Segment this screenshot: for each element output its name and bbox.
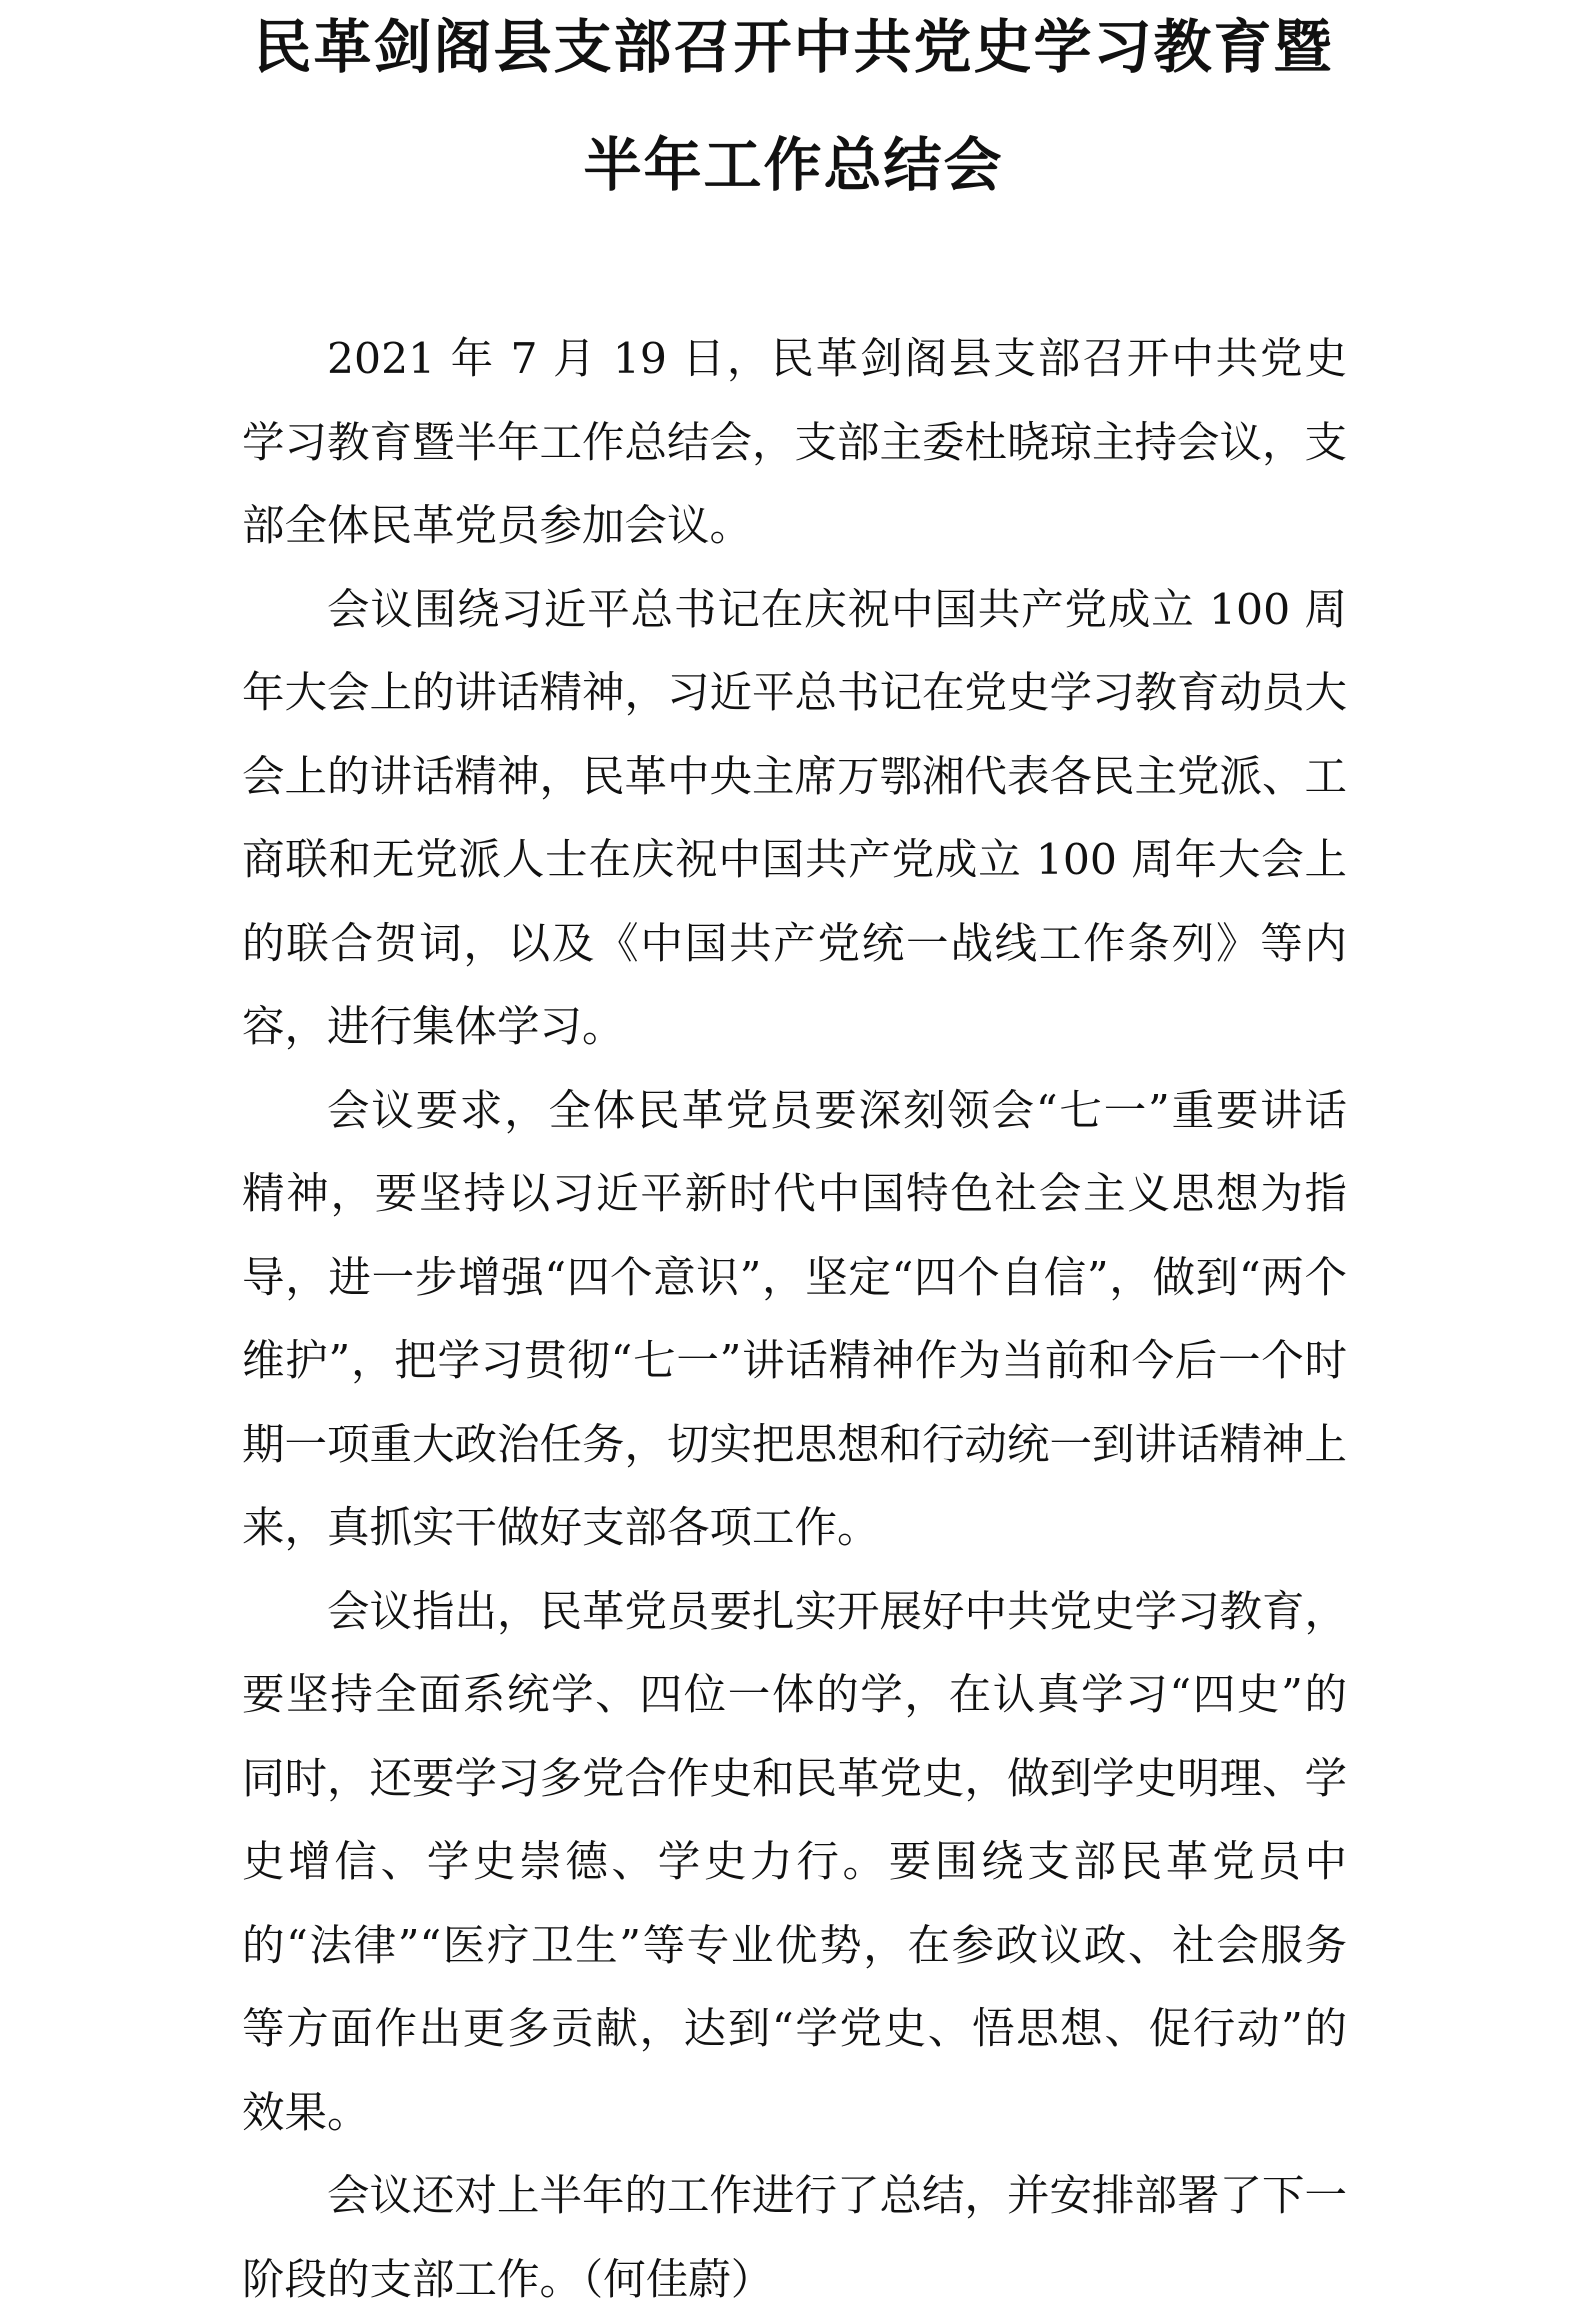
document-title-line-2: 半年工作总结会 [583, 131, 1004, 199]
document-title-line-1: 民革剑阁县支部召开中共党史学习教育暨 [253, 13, 1334, 81]
paragraph-summary-author: 会议还对上半年的工作进行了总结，并安排部署了下一阶段的支部工作。（何佳蔚） [242, 2172, 1348, 2305]
document-body [242, 318, 1347, 2322]
paragraph-meeting-requirements: 会议要求，全体民革党员要深刻领会“七一”重要讲话精神，要坚持以习近平新时代中国特色社会主义思想为指导，进一步增强“四个意识”，坚定“四个自信”，做到“两个维护”，把学习贯彻“七一”讲话精神作为当前和今后一个时期一项重大政治任务，切实把思想和行动统一到讲话精神上来，真抓实干做好支部各项工作。 [242, 1086, 1348, 1553]
paragraph-meeting-intro: 2021 年 7 月 19 日，民革剑阁县支部召开中共党史学习教育暨半年工作总结会，支部主委杜晓琼主持会议，支部全体民革党员参加会议。 [242, 335, 1348, 551]
paragraph-study-content: 会议围绕习近平总书记在庆祝中国共产党成立 100 周年大会上的讲话精神，习近平总书记在党史学习教育动员大会上的讲话精神，民革中央主席万鄂湘代表各民主党派、工商联和无党派人士在庆祝中国共产党成立 100 周年大会上的联合贺词，以及《中国共产党统一战线工作条列》等内容，进行集体学习。 [242, 585, 1348, 1052]
paragraph-meeting-points: 会议指出，民革党员要扎实开展好中共党史学习教育，要坚持全面系统学、四位一体的学，在认真学习“四史”的同时，还要学习多党合作史和民革党史，做到学史明理、学史增信、学史崇德、学史力行。要围绕支部民革党员中的“法律”“医疗卫生”等专业优势，在参政议政、社会服务等方面作出更多贡献，达到“学党史、悟思想、促行动”的效果。 [242, 1587, 1348, 2138]
